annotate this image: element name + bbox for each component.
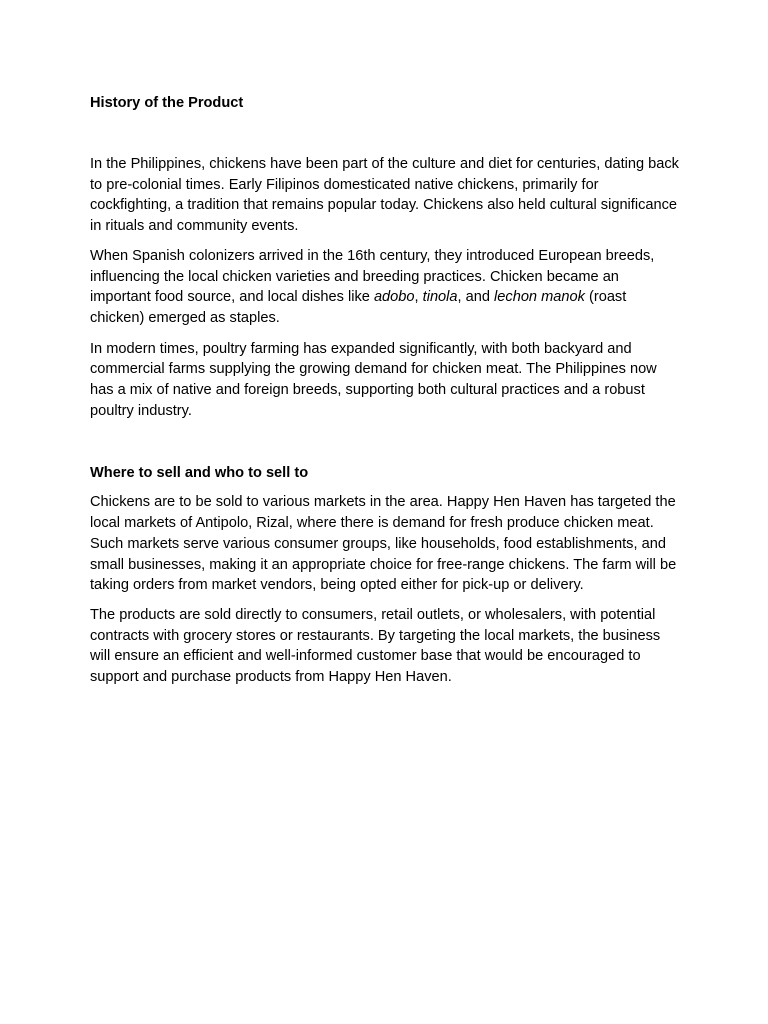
dish-name-tinola: tinola xyxy=(422,289,458,306)
dish-name-adobo: adobo xyxy=(373,289,415,306)
paragraph-sell-1: Chickens are to be sold to various markets in the area. Happy Hen Haven has targeted the local markets of Antipolo, Rizal, where there is demand for fresh produce chicken meat. Such markets serve various consumer groups, like households, food establishments, and small businesses, making it an appropriate choice for free-range chickens. The farm will be taking orders from market vendors, being opted either for pick-up or delivery. xyxy=(90,494,677,594)
separator: , xyxy=(414,289,423,306)
paragraph-history-2 xyxy=(90,246,682,329)
section-heading-where-to-sell: Where to sell and who to sell to xyxy=(90,465,309,482)
paragraph-history-1: In the Philippines, chickens have been part of the culture and diet for centuries, dating back to pre-colonial times. Early Filipinos domesticated native chickens, primarily for cockfighting, a tradition that remains popular today. Chickens also held cultural significance in rituals and community events. xyxy=(90,156,679,235)
document-page xyxy=(90,93,682,688)
separator: , and xyxy=(457,289,495,306)
paragraph-sell-2: The products are sold directly to consumers, retail outlets, or wholesalers, with potential contracts with grocery stores or restaurants. By targeting the local markets, the business will ensure an efficient and well-informed customer base that would be encouraged to support and purchase products from Happy Hen Haven. xyxy=(90,606,661,686)
dish-name-lechon-manok: lechon manok xyxy=(494,289,585,306)
paragraph-text: (roast chicken) emerged as staples. xyxy=(90,289,627,326)
paragraph-history-3: In modern times, poultry farming has expanded significantly, with both backyard and commercial farms supplying the growing demand for chicken meat. The Philippines now has a mix of native and foreign breeds, supporting both cultural practices and a robust poultry industry. xyxy=(90,340,657,419)
section-heading-history: History of the Product xyxy=(90,95,244,111)
paragraph-text: When Spanish colonizers arrived in the 16th century, they introduced European breeds, influencing the local chicken varieties and breeding practices. Chicken became an important food source, and local dishes like xyxy=(90,247,655,306)
